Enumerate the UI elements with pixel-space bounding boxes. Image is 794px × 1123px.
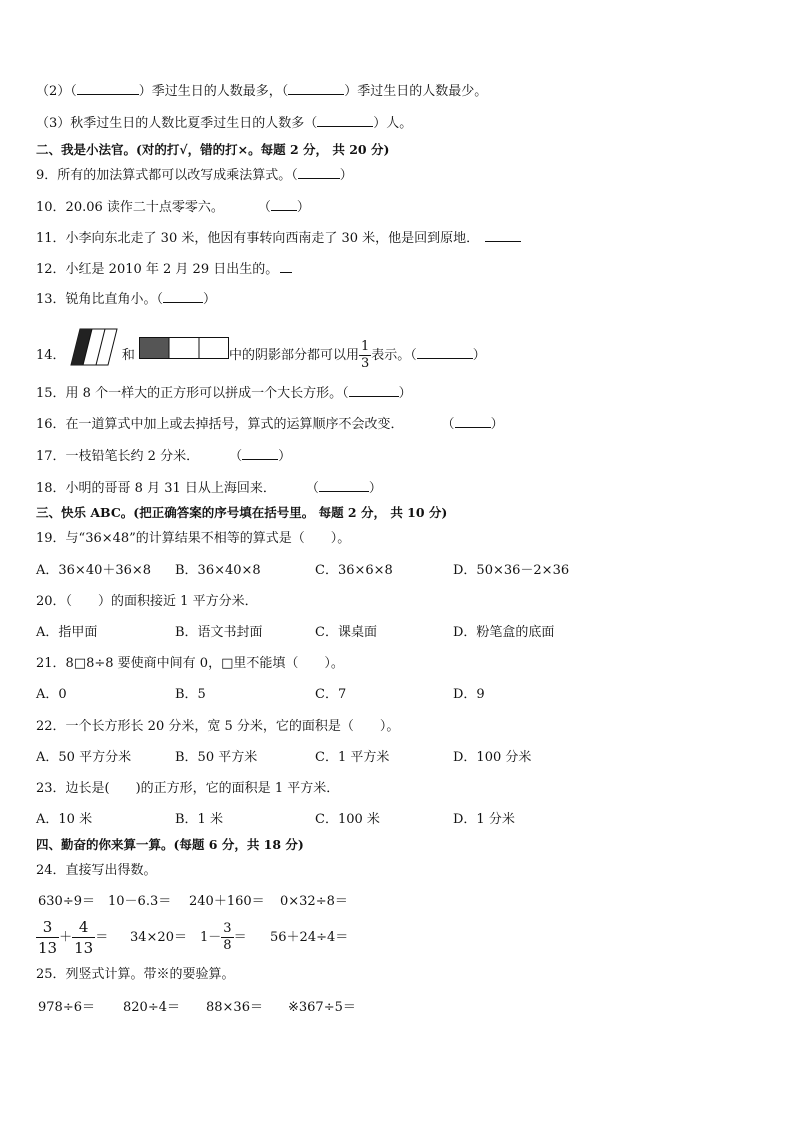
question-24-stem: 24．直接写出得数。 xyxy=(36,863,157,878)
question-21-stem: 21．8□8÷8 要使商中间有 0，□里不能填（ ）。 xyxy=(36,656,344,671)
answer-blank[interactable] xyxy=(417,346,473,359)
question-11: 11．小李向东北走了 30 米，他因有事转向西南走了 30 米，他是回到原地． xyxy=(36,229,521,248)
answer-blank[interactable] xyxy=(319,479,369,492)
calc-item: 240＋160＝ xyxy=(189,894,265,909)
fraction-one-third: $\frac{1}{3}$ xyxy=(361,339,370,371)
calc-item: ※367÷5＝ xyxy=(288,1000,356,1015)
question-23-stem: 23．边长是( )的正方形，它的面积是 1 平方米． xyxy=(36,781,340,796)
question-20-option-a[interactable]: A．指甲面 xyxy=(36,625,98,640)
question-12: 12．小红是 2010 年 2 月 29 日出生的。 xyxy=(36,260,292,279)
question-20-option-b[interactable]: B．语文书封面 xyxy=(175,625,263,640)
parallelogram-shaded-figure xyxy=(70,328,118,383)
question-23-option-a[interactable]: A．10 米 xyxy=(36,812,93,827)
answer-blank[interactable] xyxy=(455,415,491,428)
question-22-option-a[interactable]: A．50 平方分米 xyxy=(36,750,132,765)
question-19-option-c[interactable]: C．36×6×8 xyxy=(315,563,393,578)
question-23-option-d[interactable]: D．1 分米 xyxy=(453,812,515,827)
calc-item: 88×36＝ xyxy=(206,1000,263,1015)
question-21-option-a[interactable]: A．0 xyxy=(36,687,67,702)
fraction: $\frac{4}{13}$ xyxy=(74,918,94,957)
calc-item: 10－6.3＝ xyxy=(108,894,172,909)
answer-blank[interactable] xyxy=(349,384,399,397)
calc-item: 0×32÷8＝ xyxy=(280,894,348,909)
question-2-line: （2）（ ）季过生日的人数最多，（ ）季过生日的人数最少。 xyxy=(36,84,488,99)
answer-blank[interactable] xyxy=(163,290,203,303)
question-20-option-c[interactable]: C．课桌面 xyxy=(315,625,377,640)
question-19-option-a[interactable]: A．36×40＋36×8 xyxy=(36,563,152,578)
answer-blank[interactable] xyxy=(485,229,521,242)
section-3-heading: 三、快乐 ABC。(把正确答案的序号填在括号里。 每题 2 分， 共 10 分) xyxy=(36,505,448,520)
answer-blank[interactable] xyxy=(77,82,139,95)
rectangle-shaded-figure xyxy=(139,336,229,376)
question-16: 16．在一道算式中加上或去掉括号，算式的运算顺序不会改变． （ ） xyxy=(36,417,504,432)
question-21-option-c[interactable]: C．7 xyxy=(315,687,347,702)
calc-row-fraction-subtract: 1－ $\frac{3}{8}$ ＝ xyxy=(200,921,247,953)
question-22-option-b[interactable]: B．50 平方米 xyxy=(175,750,258,765)
question-10: 10．20.06 读作二十点零零六。 （ ） xyxy=(36,200,310,215)
fraction: $\frac{3}{13}$ xyxy=(38,918,58,957)
question-13: 13．锐角比直角小。（ ） xyxy=(36,292,217,307)
question-18: 18．小明的哥哥 8 月 31 日从上海回来． （ ） xyxy=(36,481,382,496)
question-19-option-d[interactable]: D．50×36－2×36 xyxy=(453,563,570,578)
question-19-stem: 19．与“36×48”的计算结果不相等的算式是（ ）。 xyxy=(36,531,351,546)
question-9: 9．所有的加法算式都可以改写成乘法算式。（ ） xyxy=(36,168,353,183)
question-3-line: （3）秋季过生日的人数比夏季过生日的人数多（ ）人。 xyxy=(36,116,413,131)
calc-item: 630÷9＝ xyxy=(38,894,95,909)
question-19-option-b[interactable]: B．36×40×8 xyxy=(175,563,261,578)
question-23-option-b[interactable]: B．1 米 xyxy=(175,812,223,827)
question-20-option-d[interactable]: D．粉笔盒的底面 xyxy=(453,625,555,640)
question-14: 14． 和 中的阴影部分都可以用 $\frac{1}{3}$ 表示。（ ） xyxy=(36,328,486,383)
calc-item: 34×20＝ xyxy=(130,930,187,945)
fraction: $\frac{3}{8}$ xyxy=(223,921,232,953)
answer-blank[interactable] xyxy=(271,198,297,211)
question-20-stem: 20．（ ）的面积接近 1 平方分米． xyxy=(36,594,258,609)
question-23-option-c[interactable]: C．100 米 xyxy=(315,812,380,827)
question-22-option-c[interactable]: C．1 平方米 xyxy=(315,750,390,765)
question-25-stem: 25．列竖式计算。带※的要验算。 xyxy=(36,967,235,982)
question-21-option-d[interactable]: D．9 xyxy=(453,687,485,702)
question-22-stem: 22．一个长方形长 20 分米，宽 5 分米，它的面积是（ ）。 xyxy=(36,719,400,734)
calc-row-fractions: $\frac{3}{13}$ ＋ $\frac{4}{13}$ ＝ xyxy=(38,918,109,957)
answer-blank[interactable] xyxy=(242,447,278,460)
answer-blank[interactable] xyxy=(288,82,344,95)
question-22-option-d[interactable]: D．100 分米 xyxy=(453,750,532,765)
calc-item: 820÷4＝ xyxy=(123,1000,180,1015)
section-4-heading: 四、勤奋的你来算一算。(每题 6 分，共 18 分) xyxy=(36,837,304,852)
answer-blank[interactable] xyxy=(280,260,292,273)
answer-blank[interactable] xyxy=(298,166,340,179)
question-17: 17．一枝铅笔长约 2 分米． （ ） xyxy=(36,449,292,464)
section-2-heading: 二、我是小法官。(对的打√，错的打×。每题 2 分， 共 20 分) xyxy=(36,142,390,157)
calc-item: 56＋24÷4＝ xyxy=(270,930,349,945)
answer-blank[interactable] xyxy=(317,114,373,127)
question-21-option-b[interactable]: B．5 xyxy=(175,687,206,702)
question-15: 15．用 8 个一样大的正方形可以拼成一个大长方形。（ ） xyxy=(36,386,412,401)
calc-item: 978÷6＝ xyxy=(38,1000,95,1015)
